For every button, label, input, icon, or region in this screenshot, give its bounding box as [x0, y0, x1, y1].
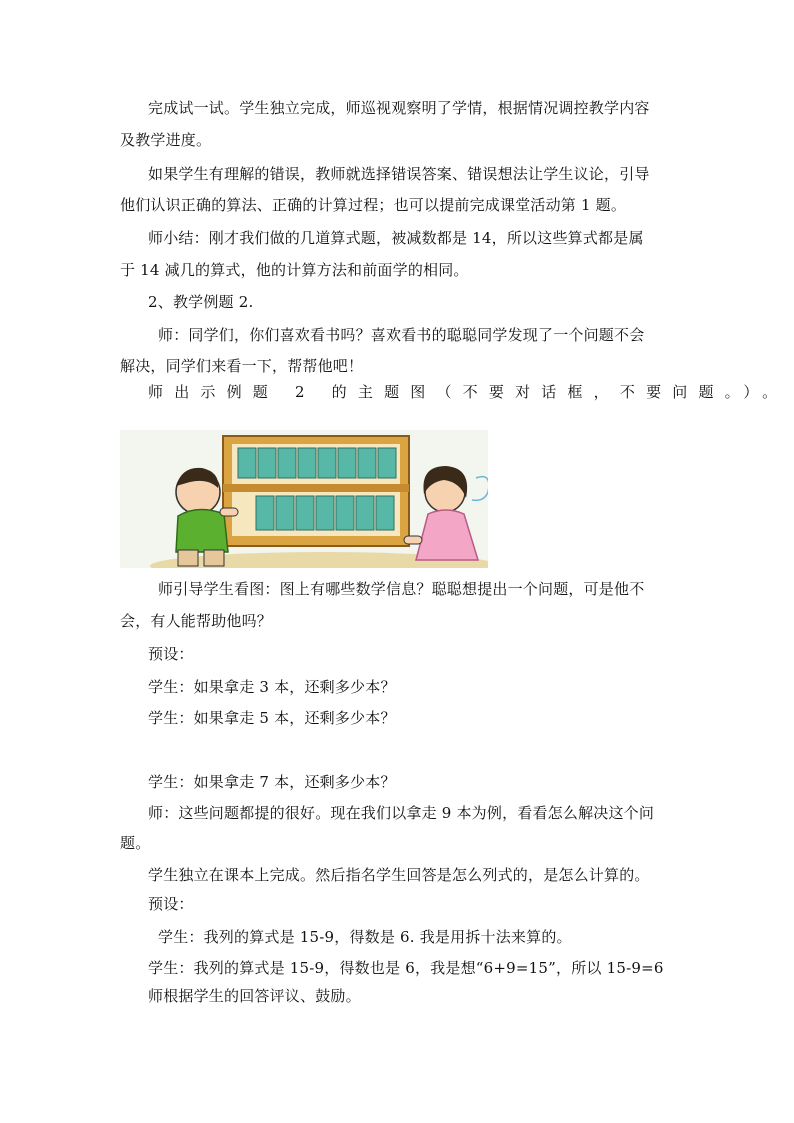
- paragraph-line: 师：同学们，你们喜欢看书吗？喜欢看书的聪聪同学发现了一个问题不会: [158, 326, 645, 344]
- paragraph-line: 学生：我列的算式是 15-9，得数也是 6，我是想“6+9=15”，所以 15-9=6: [148, 959, 664, 977]
- paragraph-line: 于 14 减几的算式，他的计算方法和前面学的相同。: [120, 261, 469, 279]
- paragraph-line: 预设：: [148, 895, 194, 913]
- paragraph-line: 及教学进度。: [120, 131, 212, 149]
- paragraph-line: 师根据学生的回答评议、鼓励。: [148, 987, 361, 1005]
- paragraph-line: 题。: [120, 834, 151, 852]
- paragraph-line: 师：这些问题都提的很好。现在我们以拿走 9 本为例，看看怎么解决这个问: [148, 804, 655, 822]
- paragraph-line: 学生独立在课本上完成。然后指名学生回答是怎么列式的，是怎么计算的。: [148, 866, 650, 884]
- paragraph-line: 师引导学生看图：图上有哪些数学信息？聪聪想提出一个问题，可是他不: [158, 580, 645, 598]
- paragraph-line: 他们认识正确的算法、正确的计算过程；也可以提前完成课堂活动第 1 题。: [120, 196, 627, 214]
- paragraph-line: 完成试一试。学生独立完成，师巡视观察明了学情，根据情况调控教学内容: [148, 99, 650, 117]
- paragraph-line: 预设：: [148, 645, 194, 663]
- paragraph-line: 会，有人能帮助他吗？: [120, 612, 273, 630]
- paragraph-line: 学生：如果拿走 3 本，还剩多少本？: [148, 678, 396, 696]
- paragraph-line: 学生：我列的算式是 15-9，得数是 6. 我是用拆十法来算的。: [158, 928, 572, 946]
- paragraph-line: 学生：如果拿走 7 本，还剩多少本？: [148, 773, 396, 791]
- paragraph-line: 解决，同学们来看一下，帮帮他吧！: [120, 357, 364, 375]
- paragraph-line: 师出示例题 2 的主题图（不要对话框，不要问题。）。: [148, 383, 789, 401]
- paragraph-line: 如果学生有理解的错误，教师就选择错误答案、错误想法让学生议论，引导: [148, 165, 650, 183]
- bookshelf-illustration: [120, 430, 488, 568]
- paragraph-line: 学生：如果拿走 5 本，还剩多少本？: [148, 709, 396, 727]
- section-heading: 2、教学例题 2.: [148, 293, 254, 311]
- bookshelf-picture: [120, 430, 488, 568]
- paragraph-line: 师小结：刚才我们做的几道算式题，被减数都是 14，所以这些算式都是属: [148, 229, 644, 247]
